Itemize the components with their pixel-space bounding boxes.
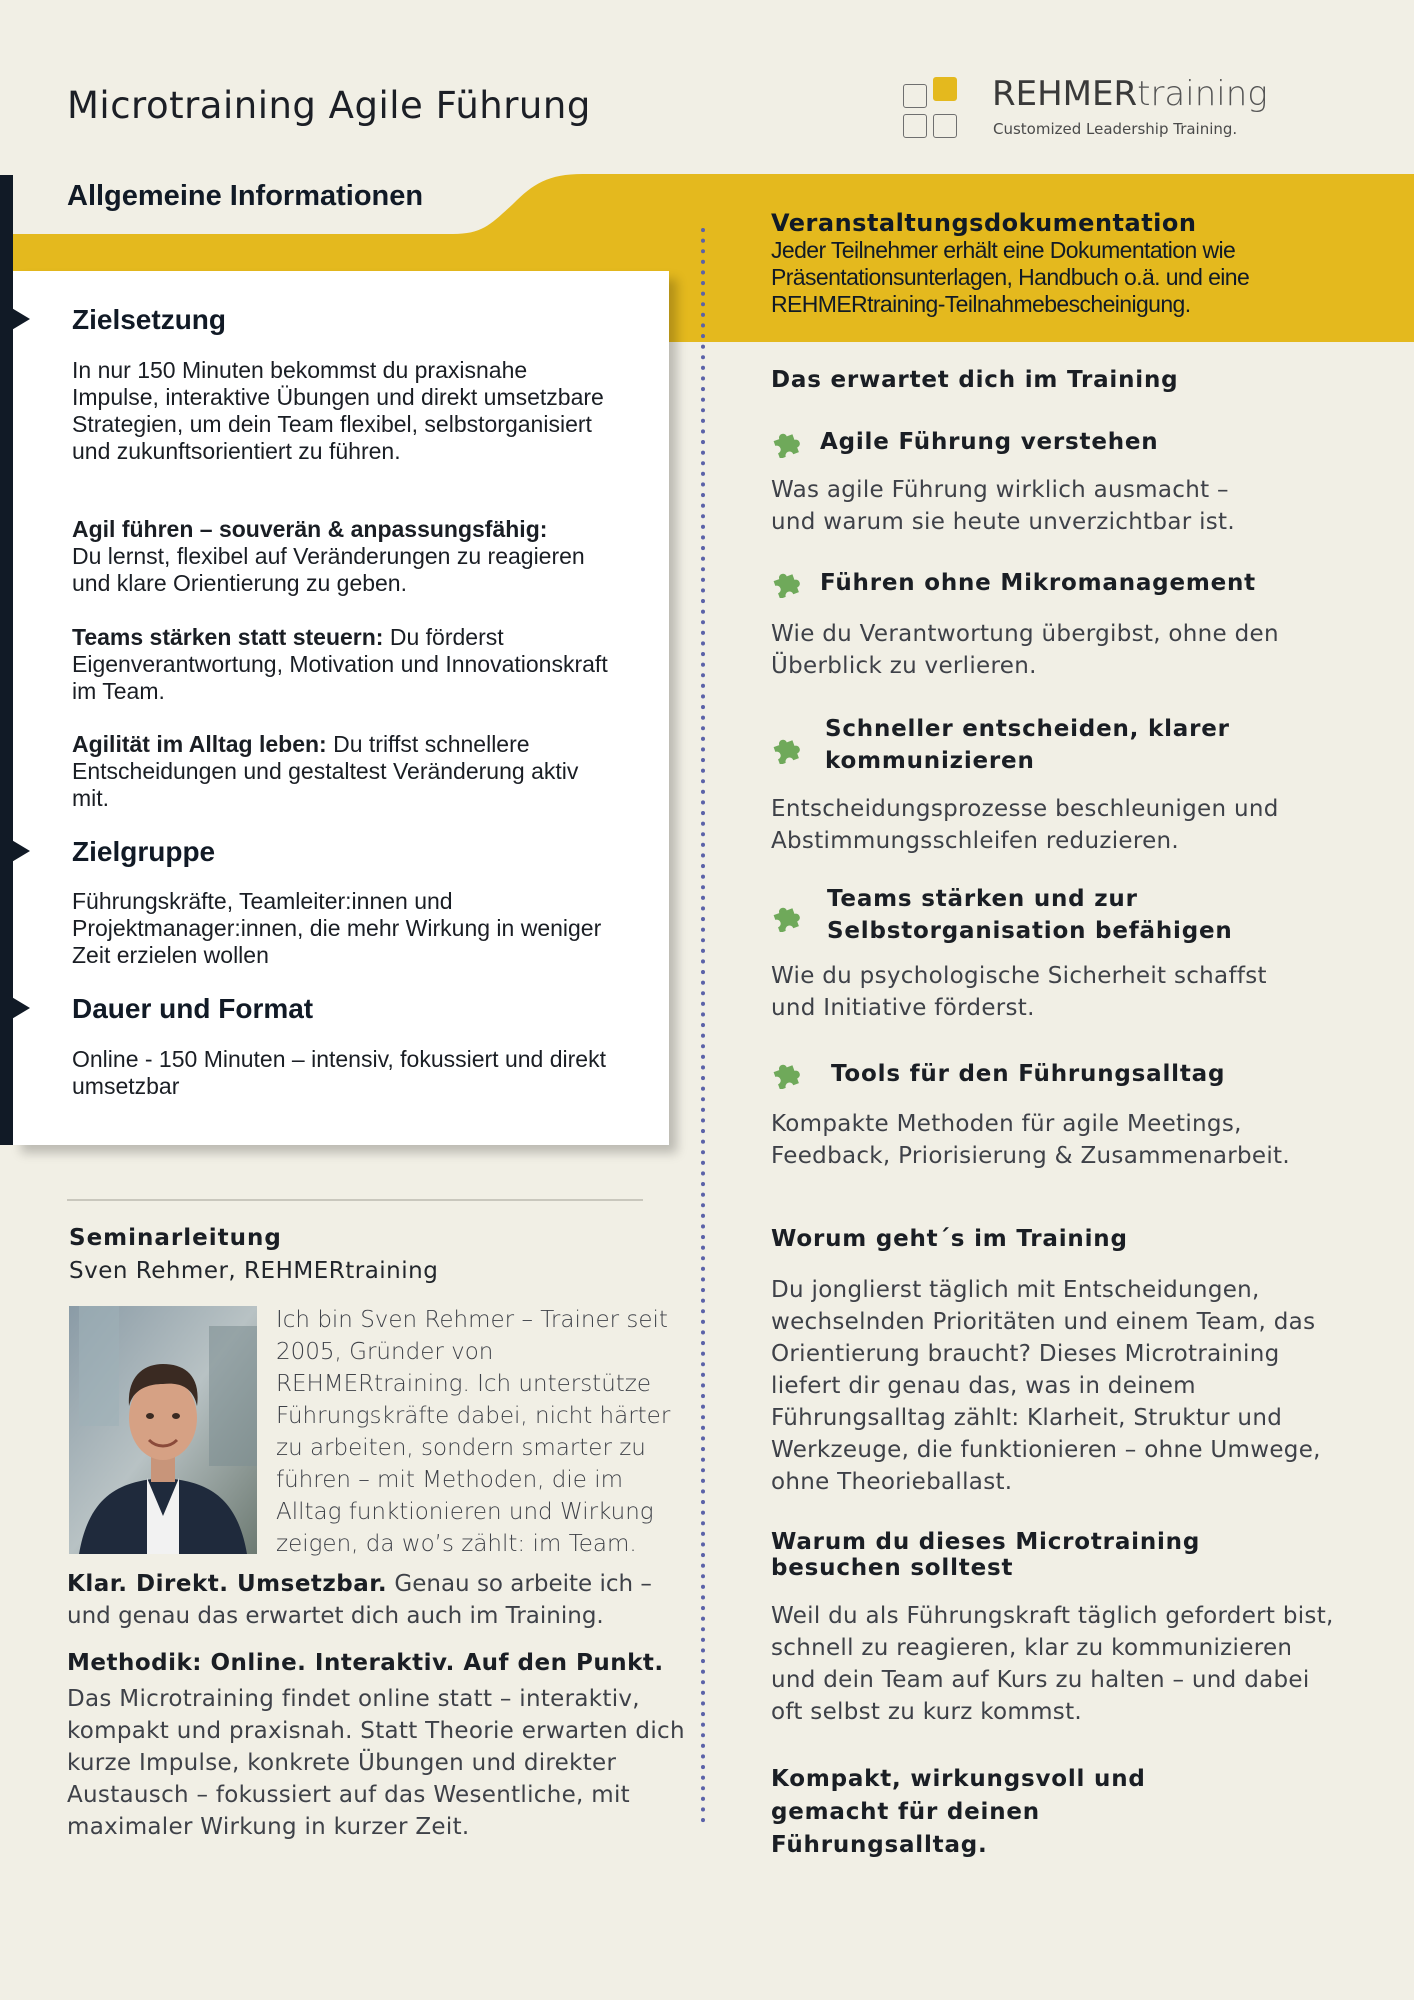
puzzle-icon bbox=[771, 734, 801, 764]
dauer-heading: Dauer und Format bbox=[72, 993, 314, 1024]
method-heading: Methodik: Online. Interaktiv. Auf den Punkt. bbox=[67, 1650, 664, 1676]
section-arrow-icon bbox=[0, 301, 30, 337]
goal-point-teams bbox=[72, 624, 612, 705]
section-divider bbox=[67, 1199, 643, 1201]
rehmer-logo bbox=[900, 74, 1280, 144]
method-text: Das Microtraining findet online statt – interaktiv, kompakt und praxisnah. Statt Theorie erwarten dich kurze Impulse, konkrete Übungen und direkter Austausch – fokussiert auf das Wesentliche, mit maximaler Wirkung in kurzer Zeit. bbox=[67, 1686, 685, 1840]
about-heading: Worum geht´s im Training bbox=[771, 1226, 1128, 1252]
expect-item-title: Schneller entscheiden, klarer kommunizieren bbox=[825, 716, 1230, 774]
expect-item-text: Entscheidungsprozesse beschleunigen und Abstimmungsschleifen reduzieren. bbox=[771, 796, 1279, 854]
section-arrow-icon bbox=[0, 990, 30, 1026]
logo-wordmark bbox=[992, 74, 1268, 114]
why-text: Weil du als Führungskraft täglich gefordert bist, schnell zu reagieren, klar zu kommunizieren und dein Team auf Kurs zu halten – und dabei oft selbst zu kurz kommst. bbox=[771, 1603, 1334, 1725]
logo-wordmark-light: training bbox=[1137, 74, 1268, 114]
about-text: Du jonglierst täglich mit Entscheidungen, wechselnden Prioritäten und einem Team, das Orientierung braucht? Dieses Microtraining liefert dir genau das, was in deinem Führungsalltag zählt: Klarheit, Struktur und Werkzeuge, die funktionieren – ohne Umwege, ohne Theorieballast. bbox=[771, 1277, 1321, 1495]
dauer-text: Online - 150 Minuten – intensiv, fokussiert und direkt umsetzbar bbox=[72, 1046, 606, 1099]
seminar-leader-label: Seminarleitung bbox=[69, 1225, 282, 1251]
document-title: Microtraining Agile Führung bbox=[67, 84, 591, 127]
logo-square-accent-icon bbox=[933, 77, 957, 101]
puzzle-icon bbox=[771, 1059, 801, 1089]
expect-item-title: Führen ohne Mikromanagement bbox=[820, 570, 1256, 596]
documentation-text: Jeder Teilnehmer erhält eine Dokumentation wie Präsentationsunterlagen, Handbuch o.ä. und eine REHMERtraining-Teilnahmebescheinigung. bbox=[771, 237, 1250, 317]
zielgruppe-heading: Zielgruppe bbox=[72, 836, 216, 867]
goal-point-agile-bold: Agil führen – souverän & anpassungsfähig: bbox=[72, 516, 548, 542]
puzzle-icon bbox=[771, 568, 801, 598]
trainer-motto bbox=[67, 1568, 687, 1632]
expect-item-text: Kompakte Methoden für agile Meetings, Feedback, Priorisierung & Zusammenarbeit. bbox=[771, 1111, 1290, 1169]
expect-heading: Das erwartet dich im Training bbox=[771, 367, 1179, 393]
logo-square-icon bbox=[903, 114, 927, 138]
puzzle-icon bbox=[771, 902, 801, 932]
trainer-photo bbox=[69, 1306, 257, 1554]
why-heading: Warum du dieses Microtraining besuchen solltest bbox=[771, 1529, 1201, 1581]
expect-item-text: Was agile Führung wirklich ausmacht – und warum sie heute unverzichtbar ist. bbox=[771, 477, 1235, 535]
expect-item-title: Agile Führung verstehen bbox=[820, 429, 1159, 455]
expect-item-text: Wie du psychologische Sicherheit schaffst und Initiative förderst. bbox=[771, 963, 1267, 1021]
zielsetzung-text: In nur 150 Minuten bekommst du praxisnahe Impulse, interaktive Übungen und direkt umsetzbare Strategien, um dein Team flexibel, selbstorganisiert und zukunftsorientiert zu führen. bbox=[72, 357, 604, 464]
trainer-bio: Ich bin Sven Rehmer – Trainer seit 2005, Gründer von REHMERtraining. Ich unterstütze Führungskräfte dabei, nicht härter zu arbeiten, sondern smarter zu führen – mit Methoden, die im Alltag funktionieren und Wirkung zeigen, da wo’s zählt: im Team. bbox=[276, 1307, 671, 1557]
goal-point-agility-bold: Agilität im Alltag leben: bbox=[72, 731, 327, 757]
goal-point-teams-text: Du förderst Eigenverantwortung, Motivation und Innovationskraft im Team. bbox=[72, 624, 608, 704]
column-dotted-divider bbox=[699, 226, 707, 1826]
logo-square-icon bbox=[933, 114, 957, 138]
goal-point-agile bbox=[72, 516, 612, 597]
trainer-motto-text: Genau so arbeite ich – und genau das erwartet dich auch im Training. bbox=[67, 1571, 652, 1629]
zielsetzung-heading: Zielsetzung bbox=[72, 304, 227, 335]
goal-point-agility-text: Du triffst schnellere Entscheidungen und gestaltest Veränderung aktiv mit. bbox=[72, 731, 579, 811]
goal-point-teams-bold: Teams stärken statt steuern: bbox=[72, 624, 384, 650]
trainer-motto-bold: Klar. Direkt. Umsetzbar. bbox=[67, 1571, 388, 1597]
logo-wordmark-bold: REHMER bbox=[992, 74, 1138, 114]
goal-point-agility bbox=[72, 731, 612, 812]
logo-tagline: Customized Leadership Training. bbox=[993, 120, 1238, 138]
seminar-leader-name: Sven Rehmer, REHMERtraining bbox=[69, 1258, 439, 1284]
zielgruppe-text: Führungskräfte, Teamleiter:innen und Projektmanager:innen, die mehr Wirkung in weniger Zeit erzielen wollen bbox=[72, 888, 602, 968]
closing-statement: Kompakt, wirkungsvoll und gemacht für deinen Führungsalltag. bbox=[771, 1766, 1146, 1858]
puzzle-icon bbox=[771, 428, 801, 458]
expect-item-title: Teams stärken und zur Selbstorganisation befähigen bbox=[827, 886, 1233, 944]
goal-point-agile-text: Du lernst, flexibel auf Veränderungen zu reagieren und klare Orientierung zu geben. bbox=[72, 543, 585, 596]
general-info-heading: Allgemeine Informationen bbox=[67, 180, 424, 212]
documentation-heading: Veranstaltungsdokumentation bbox=[771, 209, 1197, 237]
info-card bbox=[13, 271, 669, 1145]
expect-item-title: Tools für den Führungsalltag bbox=[831, 1061, 1226, 1087]
logo-square-icon bbox=[903, 84, 927, 108]
expect-item-text: Wie du Verantwortung übergibst, ohne den Überblick zu verlieren. bbox=[771, 621, 1279, 679]
section-arrow-icon bbox=[0, 833, 30, 869]
